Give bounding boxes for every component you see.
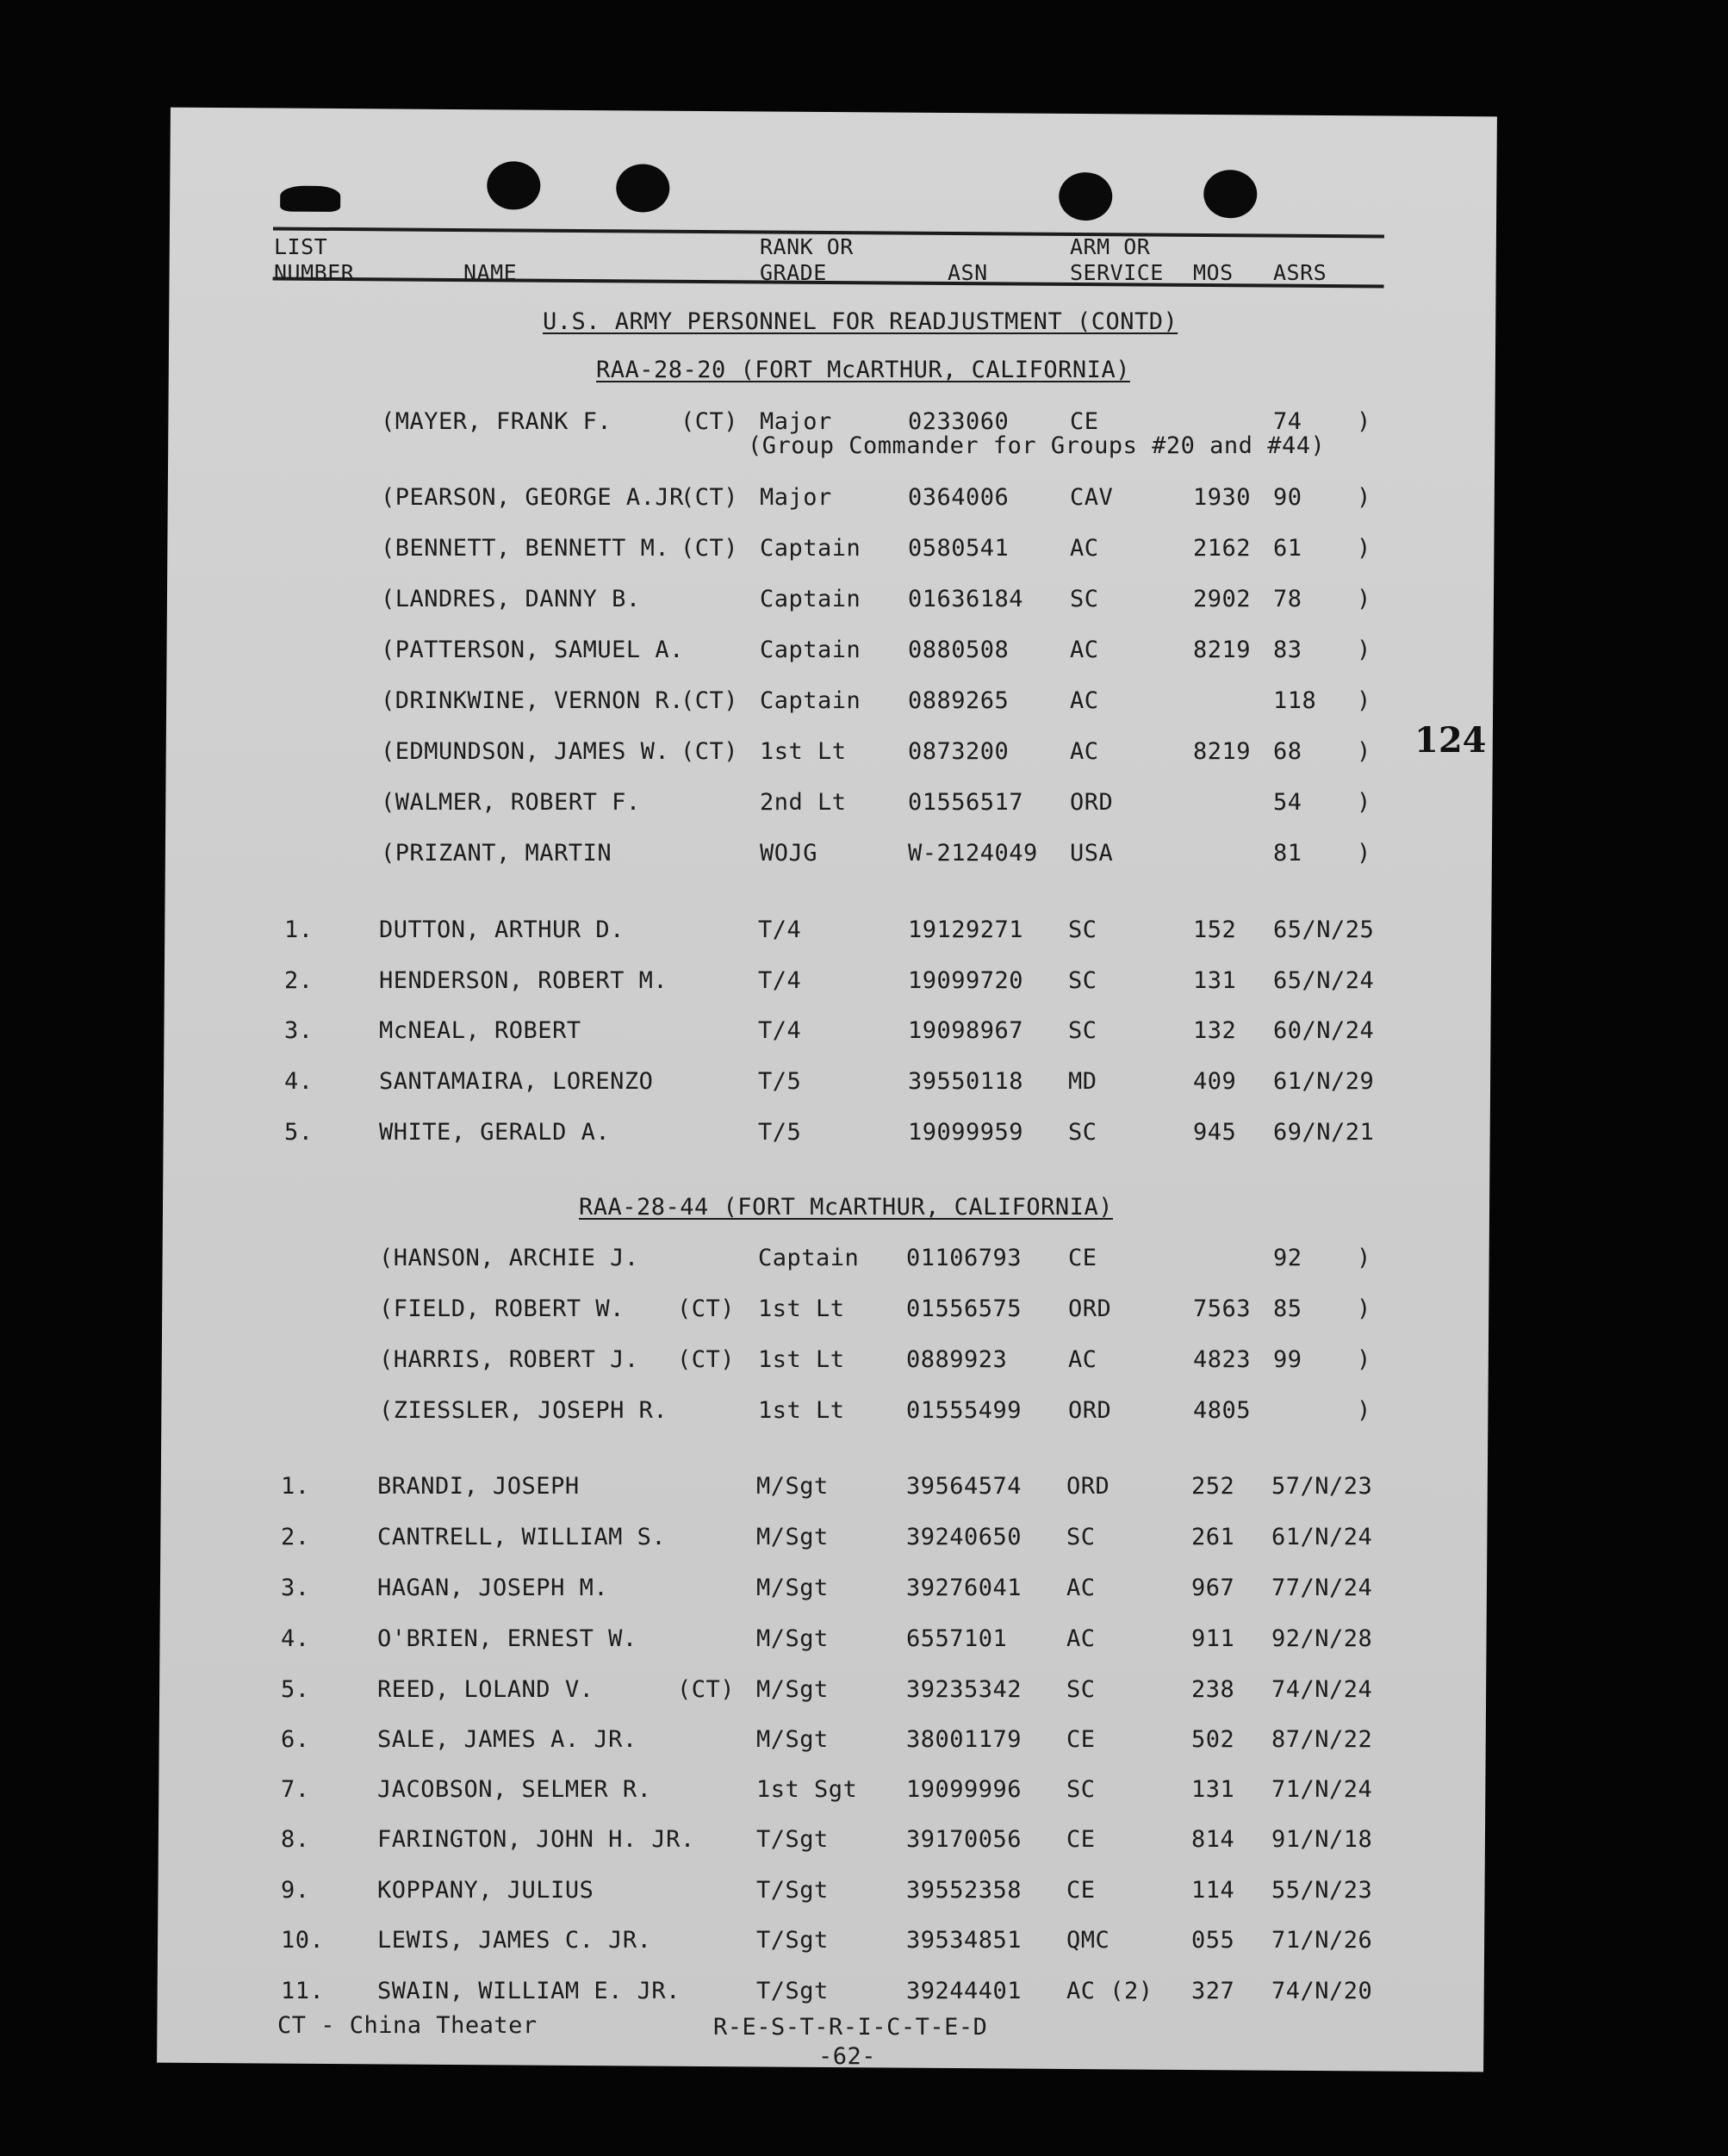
officer-arm: AC <box>1070 637 1099 663</box>
enlisted-rank: T/5 <box>758 1119 802 1146</box>
group-commander-note: (Group Commander for Groups #20 and #44) <box>748 432 1326 459</box>
col-header-rank-2: GRADE <box>760 260 827 285</box>
officer-asn: 0880508 <box>908 637 1010 663</box>
officer-mos: 4823 <box>1193 1346 1252 1373</box>
enlisted-mos: 252 <box>1191 1473 1235 1500</box>
officer-rank: Captain <box>760 687 861 714</box>
officer-name: (BENNETT, BENNETT M. <box>381 535 670 562</box>
officer-ct: (CT) <box>681 484 739 511</box>
col-header-mos: MOS <box>1193 260 1234 285</box>
list-number: 7. <box>281 1776 310 1803</box>
officer-asn: 0364006 <box>908 484 1010 511</box>
enlisted-name: REED, LOLAND V. <box>377 1676 594 1703</box>
enlisted-arm: QMC <box>1066 1927 1110 1954</box>
enlisted-name: O'BRIEN, ERNEST W. <box>377 1625 637 1652</box>
officer-rank: 1st Lt <box>758 1295 845 1322</box>
officer-arm: ORD <box>1070 789 1114 816</box>
enlisted-name: HAGAN, JOSEPH M. <box>377 1575 609 1601</box>
enlisted-arm: MD <box>1068 1068 1097 1095</box>
officer-ct: (CT) <box>681 738 739 765</box>
enlisted-asn: 19099996 <box>906 1776 1023 1803</box>
punch-hole <box>1203 170 1257 218</box>
enlisted-asn: 39550118 <box>908 1068 1024 1095</box>
list-number: 2. <box>281 1524 310 1550</box>
enlisted-asn: 39564574 <box>906 1473 1023 1500</box>
officer-arm: SC <box>1070 586 1099 612</box>
col-header-list-number-2: NUMBER <box>274 260 355 285</box>
officer-arm: CAV <box>1070 484 1114 511</box>
enlisted-rank: M/Sgt <box>756 1625 829 1652</box>
punch-hole <box>616 164 669 212</box>
bracket-close: ) <box>1357 484 1371 511</box>
officer-asn: 01636184 <box>908 586 1024 612</box>
col-header-arm-1: ARM OR <box>1070 234 1151 259</box>
enlisted-mos: 409 <box>1193 1068 1237 1095</box>
enlisted-asrs: 65/N/25 <box>1273 916 1375 943</box>
enlisted-name: LEWIS, JAMES C. JR. <box>377 1927 652 1954</box>
officer-asrs: 81 <box>1273 840 1302 867</box>
officer-mos: 7563 <box>1193 1295 1252 1322</box>
enlisted-rank: T/Sgt <box>756 1826 829 1853</box>
enlisted-asn: 39244401 <box>906 1978 1023 2004</box>
officer-arm: USA <box>1070 840 1114 867</box>
enlisted-rank: T/4 <box>758 916 802 943</box>
bracket-close: ) <box>1357 840 1371 867</box>
officer-name: (HANSON, ARCHIE J. <box>379 1245 639 1271</box>
enlisted-name: WHITE, GERALD A. <box>379 1119 611 1146</box>
enlisted-asrs: 55/N/23 <box>1271 1877 1373 1904</box>
enlisted-mos: 114 <box>1191 1877 1235 1904</box>
officer-asrs: 83 <box>1273 637 1302 663</box>
list-number: 1. <box>281 1473 310 1500</box>
enlisted-rank: T/4 <box>758 1017 802 1044</box>
officer-name: (ZIESSLER, JOSEPH R. <box>379 1397 668 1424</box>
officer-asrs: 61 <box>1273 535 1302 562</box>
page-mark: 124 <box>1414 720 1487 761</box>
col-header-rank-1: RANK OR <box>760 234 854 259</box>
bracket-close: ) <box>1357 1295 1371 1322</box>
enlisted-mos: 055 <box>1191 1927 1235 1954</box>
officer-asn: W-2124049 <box>908 840 1038 867</box>
officer-name: (EDMUNDSON, JAMES W. <box>381 738 670 765</box>
col-header-arm-2: SERVICE <box>1070 260 1164 285</box>
list-number: 5. <box>281 1676 310 1703</box>
officer-rank: Captain <box>758 1245 860 1271</box>
col-header-asn: ASN <box>948 260 988 285</box>
list-number: 2. <box>284 967 314 994</box>
enlisted-mos: 814 <box>1191 1826 1235 1853</box>
enlisted-arm: SC <box>1068 916 1097 943</box>
enlisted-name: JACOBSON, SELMER R. <box>377 1776 652 1803</box>
enlisted-asrs: 77/N/24 <box>1271 1575 1373 1601</box>
enlisted-asn: 39534851 <box>906 1927 1023 1954</box>
group-heading-2: RAA-28-44 (FORT McARTHUR, CALIFORNIA) <box>579 1194 1113 1221</box>
enlisted-arm: AC (2) <box>1066 1978 1153 2004</box>
col-header-asrs: ASRS <box>1273 260 1327 285</box>
enlisted-asrs: 61/N/29 <box>1273 1068 1375 1095</box>
enlisted-name: SALE, JAMES A. JR. <box>377 1726 637 1753</box>
enlisted-mos: 152 <box>1193 916 1237 943</box>
enlisted-arm: SC <box>1066 1676 1096 1703</box>
enlisted-name: SWAIN, WILLIAM E. JR. <box>377 1978 681 2004</box>
officer-asrs: 78 <box>1273 586 1302 612</box>
officer-rank: Major <box>760 408 832 435</box>
officer-asrs: 54 <box>1273 789 1302 816</box>
officer-arm: ORD <box>1068 1295 1112 1322</box>
officer-asn: 01556517 <box>908 789 1024 816</box>
officer-asrs: 85 <box>1273 1295 1302 1322</box>
officer-arm: AC <box>1070 738 1099 765</box>
enlisted-rank: T/4 <box>758 967 802 994</box>
enlisted-rank: T/Sgt <box>756 1978 829 2004</box>
enlisted-rank: M/Sgt <box>756 1726 829 1753</box>
list-number: 8. <box>281 1826 310 1853</box>
bracket-close: ) <box>1357 687 1371 714</box>
officer-rank: 1st Lt <box>758 1346 845 1373</box>
officer-ct: (CT) <box>677 1295 736 1322</box>
officer-ct: (CT) <box>681 687 739 714</box>
enlisted-mos: 132 <box>1193 1017 1237 1044</box>
enlisted-mos: 238 <box>1191 1676 1235 1703</box>
officer-name: (LANDRES, DANNY B. <box>381 586 641 612</box>
enlisted-name: SANTAMAIRA, LORENZO <box>379 1068 654 1095</box>
list-number: 5. <box>284 1119 314 1146</box>
enlisted-asn: 19098967 <box>908 1017 1024 1044</box>
enlisted-arm: SC <box>1066 1524 1096 1550</box>
enlisted-asn: 39276041 <box>906 1575 1023 1601</box>
officer-rank: Captain <box>760 535 861 562</box>
officer-arm: AC <box>1070 687 1099 714</box>
enlisted-name: CANTRELL, WILLIAM S. <box>377 1524 667 1550</box>
bracket-close: ) <box>1357 1245 1371 1271</box>
enlisted-rank: T/Sgt <box>756 1877 829 1904</box>
officer-mos: 8219 <box>1193 738 1252 765</box>
staple-mark <box>280 186 340 212</box>
officer-mos: 4805 <box>1193 1397 1252 1424</box>
enlisted-mos: 502 <box>1191 1726 1235 1753</box>
bracket-close: ) <box>1357 1346 1371 1373</box>
enlisted-mos: 911 <box>1191 1625 1235 1652</box>
officer-mos: 8219 <box>1193 637 1252 663</box>
enlisted-asn: 39235342 <box>906 1676 1023 1703</box>
enlisted-asn: 19099720 <box>908 967 1024 994</box>
enlisted-asn: 19099959 <box>908 1119 1024 1146</box>
officer-asn: 0889923 <box>906 1346 1008 1373</box>
list-number: 6. <box>281 1726 310 1753</box>
enlisted-arm: SC <box>1068 1119 1097 1146</box>
officer-ct: (CT) <box>677 1346 736 1373</box>
enlisted-asn: 39170056 <box>906 1826 1023 1853</box>
col-header-name: NAME <box>463 260 518 285</box>
enlisted-arm: SC <box>1066 1776 1096 1803</box>
enlisted-asrs: 61/N/24 <box>1271 1524 1373 1550</box>
officer-asn: 01106793 <box>906 1245 1023 1271</box>
enlisted-arm: SC <box>1068 967 1097 994</box>
officer-ct: (CT) <box>681 535 739 562</box>
enlisted-arm: SC <box>1068 1017 1097 1044</box>
enlisted-mos: 327 <box>1191 1978 1235 2004</box>
enlisted-arm: AC <box>1066 1575 1096 1601</box>
enlisted-asn: 6557101 <box>906 1625 1008 1652</box>
enlisted-arm: CE <box>1066 1877 1096 1904</box>
bracket-close: ) <box>1357 586 1371 612</box>
enlisted-asrs: 60/N/24 <box>1273 1017 1375 1044</box>
enlisted-asn: 39552358 <box>906 1877 1023 1904</box>
officer-asn: 0233060 <box>908 408 1010 435</box>
officer-rank: WOJG <box>760 840 818 867</box>
enlisted-mos: 131 <box>1193 967 1237 994</box>
enlisted-name: BRANDI, JOSEPH <box>377 1473 580 1500</box>
enlisted-rank: T/5 <box>758 1068 802 1095</box>
enlisted-asn: 39240650 <box>906 1524 1023 1550</box>
list-number: 1. <box>284 916 314 943</box>
enlisted-name: FARINGTON, JOHN H. JR. <box>377 1826 695 1853</box>
enlisted-rank: M/Sgt <box>756 1473 829 1500</box>
officer-rank: Captain <box>760 586 861 612</box>
punch-hole <box>487 161 540 209</box>
enlisted-mos: 967 <box>1191 1575 1235 1601</box>
enlisted-rank: M/Sgt <box>756 1676 829 1703</box>
officer-arm: AC <box>1070 535 1099 562</box>
officer-asn: 0889265 <box>908 687 1010 714</box>
enlisted-mos: 945 <box>1193 1119 1237 1146</box>
officer-mos: 1930 <box>1193 484 1252 511</box>
enlisted-rank: M/Sgt <box>756 1575 829 1601</box>
officer-asn: 0873200 <box>908 738 1010 765</box>
officer-mos: 2162 <box>1193 535 1252 562</box>
enlisted-arm: AC <box>1066 1625 1096 1652</box>
enlisted-arm: CE <box>1066 1826 1096 1853</box>
enlisted-asrs: 74/N/20 <box>1271 1978 1373 2004</box>
enlisted-asrs: 91/N/18 <box>1271 1826 1373 1853</box>
enlisted-asn: 19129271 <box>908 916 1024 943</box>
group-heading-1: RAA-28-20 (FORT McARTHUR, CALIFORNIA) <box>596 357 1130 383</box>
enlisted-asrs: 65/N/24 <box>1273 967 1375 994</box>
enlisted-mos: 131 <box>1191 1776 1235 1803</box>
officer-rank: Major <box>760 484 832 511</box>
enlisted-asrs: 71/N/26 <box>1271 1927 1373 1954</box>
enlisted-ct: (CT) <box>677 1676 736 1703</box>
officer-asn: 01556575 <box>906 1295 1023 1322</box>
officer-name: (HARRIS, ROBERT J. <box>379 1346 639 1373</box>
officer-rank: 2nd Lt <box>760 789 847 816</box>
punch-hole <box>1059 172 1112 221</box>
enlisted-rank: M/Sgt <box>756 1524 829 1550</box>
officer-name: (FIELD, ROBERT W. <box>379 1295 625 1322</box>
document-title: U.S. ARMY PERSONNEL FOR READJUSTMENT (CONTD) <box>543 308 1178 335</box>
officer-ct: (CT) <box>681 408 739 435</box>
officer-mos: 2902 <box>1193 586 1252 612</box>
list-number: 10. <box>281 1927 325 1954</box>
officer-arm: CE <box>1070 408 1099 435</box>
list-number: 4. <box>281 1625 310 1652</box>
officer-asrs: 90 <box>1273 484 1302 511</box>
enlisted-arm: ORD <box>1066 1473 1110 1500</box>
officer-asrs: 118 <box>1273 687 1317 714</box>
bracket-close: ) <box>1357 1397 1371 1424</box>
enlisted-asrs: 74/N/24 <box>1271 1676 1373 1703</box>
officer-name: (MAYER, FRANK F. <box>381 408 612 435</box>
bracket-close: ) <box>1357 637 1371 663</box>
enlisted-asrs: 57/N/23 <box>1271 1473 1373 1500</box>
enlisted-asrs: 71/N/24 <box>1271 1776 1373 1803</box>
officer-asrs: 99 <box>1273 1346 1302 1373</box>
officer-name: (PRIZANT, MARTIN <box>381 840 612 867</box>
footer-restricted: R-E-S-T-R-I-C-T-E-D <box>713 2014 988 2041</box>
list-number: 3. <box>284 1017 314 1044</box>
officer-asn: 01555499 <box>906 1397 1023 1424</box>
enlisted-name: McNEAL, ROBERT <box>379 1017 581 1044</box>
officer-name: (PEARSON, GEORGE A.JR <box>381 484 684 511</box>
bracket-close: ) <box>1357 408 1371 435</box>
officer-arm: AC <box>1068 1346 1097 1373</box>
enlisted-asrs: 92/N/28 <box>1271 1625 1373 1652</box>
enlisted-rank: 1st Sgt <box>756 1776 858 1803</box>
officer-rank: Captain <box>760 637 861 663</box>
list-number: 11. <box>281 1978 325 2004</box>
officer-asrs: 92 <box>1273 1245 1302 1271</box>
officer-asrs: 68 <box>1273 738 1302 765</box>
enlisted-arm: CE <box>1066 1726 1096 1753</box>
officer-name: (PATTERSON, SAMUEL A. <box>381 637 684 663</box>
officer-rank: 1st Lt <box>758 1397 845 1424</box>
enlisted-name: DUTTON, ARTHUR D. <box>379 916 625 943</box>
bracket-close: ) <box>1357 789 1371 816</box>
bracket-close: ) <box>1357 738 1371 765</box>
footer-page-number: -62- <box>818 2043 877 2070</box>
footer-legend: CT - China Theater <box>277 2012 538 2039</box>
officer-asrs: 74 <box>1273 408 1302 435</box>
officer-arm: ORD <box>1068 1397 1112 1424</box>
officer-name: (DRINKWINE, VERNON R. <box>381 687 684 714</box>
enlisted-mos: 261 <box>1191 1524 1235 1550</box>
enlisted-rank: T/Sgt <box>756 1927 829 1954</box>
officer-name: (WALMER, ROBERT F. <box>381 789 641 816</box>
enlisted-name: HENDERSON, ROBERT M. <box>379 967 668 994</box>
enlisted-asrs: 87/N/22 <box>1271 1726 1373 1753</box>
officer-asn: 0580541 <box>908 535 1010 562</box>
enlisted-name: KOPPANY, JULIUS <box>377 1877 594 1904</box>
list-number: 9. <box>281 1877 310 1904</box>
officer-rank: 1st Lt <box>760 738 847 765</box>
bracket-close: ) <box>1357 535 1371 562</box>
list-number: 3. <box>281 1575 310 1601</box>
list-number: 4. <box>284 1068 314 1095</box>
enlisted-asn: 38001179 <box>906 1726 1023 1753</box>
col-header-list-number-1: LIST <box>274 234 328 259</box>
officer-arm: CE <box>1068 1245 1097 1271</box>
enlisted-asrs: 69/N/21 <box>1273 1119 1375 1146</box>
